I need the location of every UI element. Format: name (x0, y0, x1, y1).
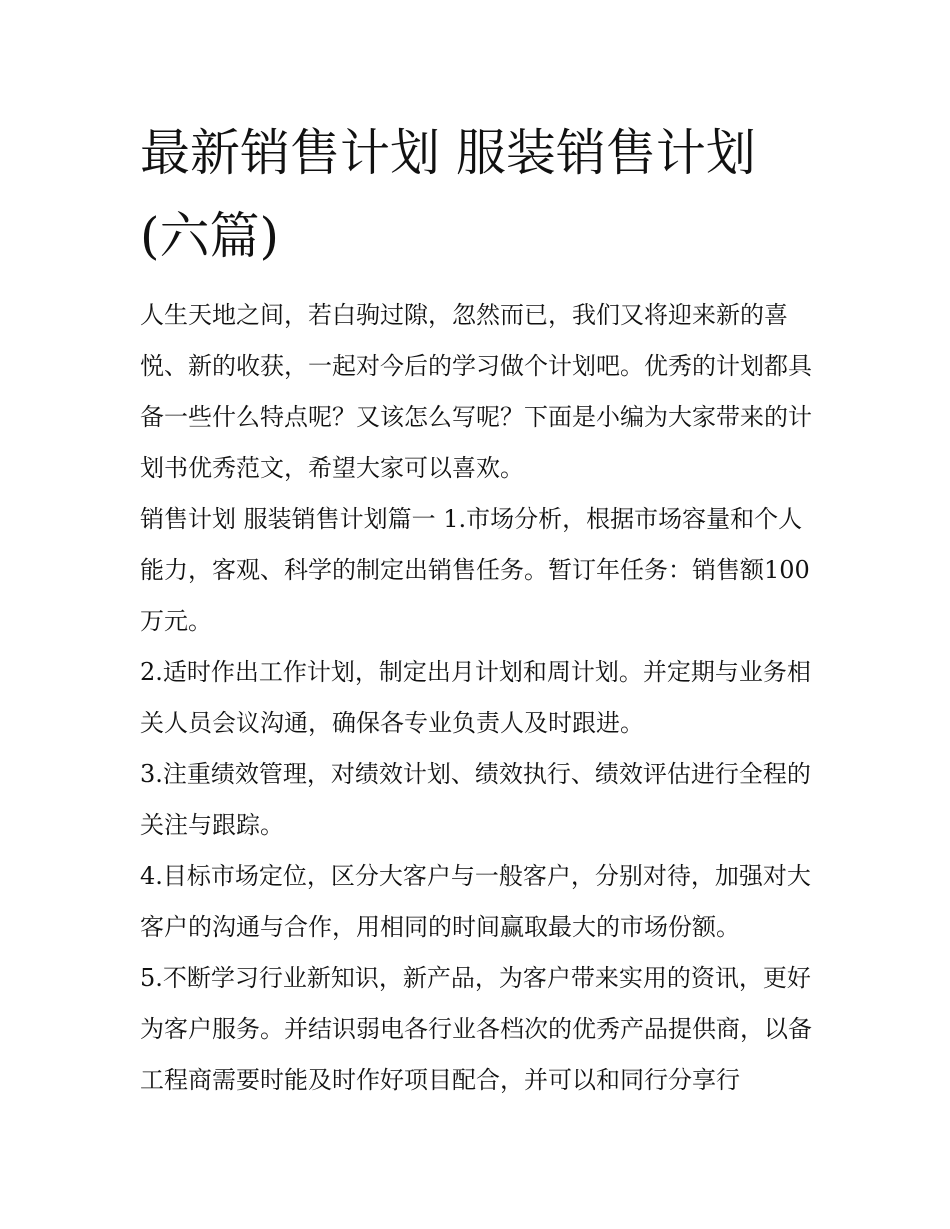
document-title: 最新销售计划 服装销售计划(六篇) (140, 124, 756, 265)
paragraph-intro: 人生天地之间，若白驹过隙，忽然而已，我们又将迎来新的喜悦、新的收获，一起对今后的学习做个计划吧。优秀的计划都具备一些什么特点呢？又该怎么写呢？下面是小编为大家带来的计划书优秀范文，希望大家可以喜欢。 (140, 301, 812, 482)
paragraph-item-1: 销售计划 服装销售计划篇一 1.市场分析，根据市场容量和个人能力，客观、科学的制定出销售任务。暂订年任务：销售额100 万元。 (140, 505, 810, 635)
paragraph-item-5: 5.不断学习行业新知识，新产品，为客户带来实用的资讯，更好为客户服务。并结识弱电各行业各档次的优秀产品提供商，以备工程商需要时能及时作好项目配合，并可以和同行分享行 (140, 964, 812, 1094)
paragraph-item-4: 4.目标市场定位，区分大客户与一般客户，分别对待，加强对大客户的沟通与合作，用相同的时间赢取最大的市场份额。 (140, 862, 811, 941)
document-page (140, 112, 820, 1106)
paragraph-item-3: 3.注重绩效管理，对绩效计划、绩效执行、绩效评估进行全程的关注与跟踪。 (140, 760, 811, 839)
paragraph-item-2: 2.适时作出工作计划，制定出月计划和周计划。并定期与业务相关人员会议沟通，确保各专业负责人及时跟进。 (140, 658, 811, 737)
